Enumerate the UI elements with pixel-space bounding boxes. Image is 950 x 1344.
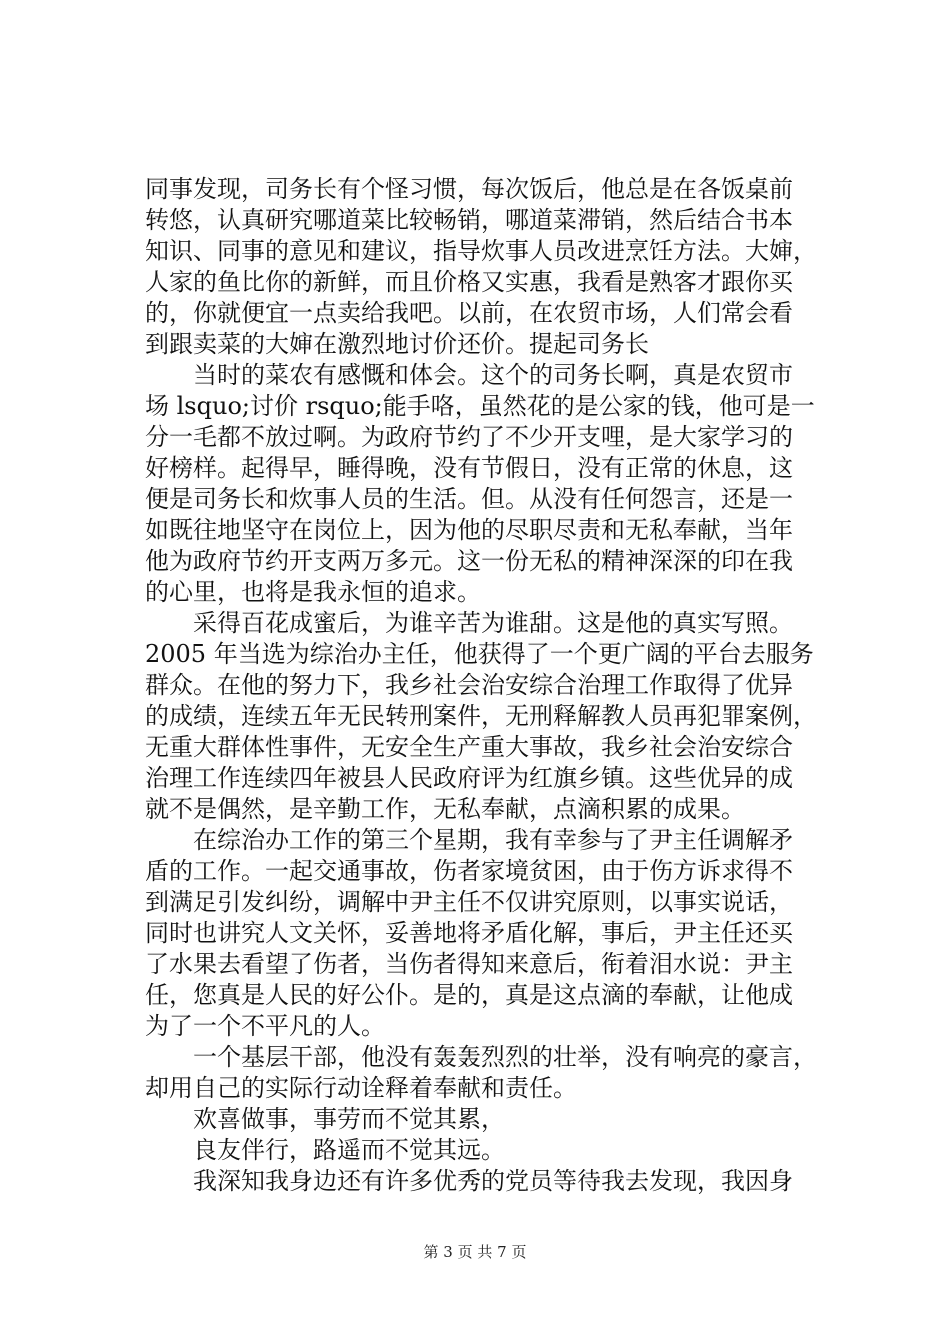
text-line: 知识、同事的意见和建议，指导炊事人员改进烹饪方法。大婶， — [145, 237, 817, 265]
text-line: 为了一个不平凡的人。 — [145, 1012, 385, 1040]
text-line: 同事发现，司务长有个怪习惯，每次饭后，他总是在各饭桌前 — [145, 175, 793, 203]
text-line: 盾的工作。一起交通事故，伤者家境贫困，由于伤方诉求得不 — [145, 857, 793, 885]
text-line: 了水果去看望了伤者，当伤者得知来意后，衔着泪水说：尹主 — [145, 950, 793, 978]
text-line: 却用自己的实际行动诠释着奉献和责任。 — [145, 1074, 577, 1102]
text-line: 我深知我身边还有许多优秀的党员等待我去发现，我因身 — [145, 1167, 793, 1195]
page-footer — [0, 1242, 950, 1262]
text-line: 良友伴行，路遥而不觉其远。 — [145, 1136, 505, 1164]
body-text — [145, 174, 835, 1197]
text-line: 就不是偶然，是辛勤工作，无私奉献，点滴积累的成果。 — [145, 795, 745, 823]
page-number-label: 第 3 页 共 7 页 — [423, 1243, 527, 1261]
text-line: 在综治办工作的第三个星期，我有幸参与了尹主任调解矛 — [145, 826, 793, 854]
text-line: 如既往地坚守在岗位上，因为他的尽职尽责和无私奉献，当年 — [145, 516, 793, 544]
text-line: 当时的菜农有感慨和体会。这个的司务长啊，真是农贸市 — [145, 361, 793, 389]
text-line: 群众。在他的努力下，我乡社会治安综合治理工作取得了优异 — [145, 671, 793, 699]
text-line: 转悠，认真研究哪道菜比较畅销，哪道菜滞销，然后结合书本 — [145, 206, 793, 234]
text-line: 无重大群体性事件，无安全生产重大事故，我乡社会治安综合 — [145, 733, 793, 761]
text-line: 他为政府节约开支两万多元。这一份无私的精神深深的印在我 — [145, 547, 793, 575]
text-line: 人家的鱼比你的新鲜，而且价格又实惠，我看是熟客才跟你买 — [145, 268, 793, 296]
text-line: 2005 年当选为综治办主任，他获得了一个更广阔的平台去服务 — [145, 640, 814, 668]
text-line: 便是司务长和炊事人员的生活。但。从没有任何怨言，还是一 — [145, 485, 793, 513]
text-line: 欢喜做事，事劳而不觉其累， — [145, 1105, 505, 1133]
text-line: 一个基层干部，他没有轰轰烈烈的壮举，没有响亮的豪言， — [145, 1043, 817, 1071]
text-line: 治理工作连续四年被县人民政府评为红旗乡镇。这些优异的成 — [145, 764, 793, 792]
text-line: 任，您真是人民的好公仆。是的，真是这点滴的奉献，让他成 — [145, 981, 793, 1009]
text-line: 好榜样。起得早，睡得晚，没有节假日，没有正常的休息，这 — [145, 454, 793, 482]
text-line: 的成绩，连续五年无民转刑案件，无刑释解教人员再犯罪案例， — [145, 702, 817, 730]
text-line: 的，你就便宜一点卖给我吧。以前，在农贸市场，人们常会看 — [145, 299, 793, 327]
text-line: 到满足引发纠纷，调解中尹主任不仅讲究原则，以事实说话， — [145, 888, 793, 916]
text-line: 到跟卖菜的大婶在激烈地讨价还价。提起司务长 — [145, 330, 649, 358]
text-line: 的心里，也将是我永恒的追求。 — [145, 578, 481, 606]
text-line: 场 lsquo;讨价 rsquo;能手咯，虽然花的是公家的钱，他可是一 — [145, 392, 815, 420]
text-line: 采得百花成蜜后，为谁辛苦为谁甜。这是他的真实写照。 — [145, 609, 793, 637]
text-line: 分一毛都不放过啊。为政府节约了不少开支哩，是大家学习的 — [145, 423, 793, 451]
text-line: 同时也讲究人文关怀，妥善地将矛盾化解，事后，尹主任还买 — [145, 919, 793, 947]
